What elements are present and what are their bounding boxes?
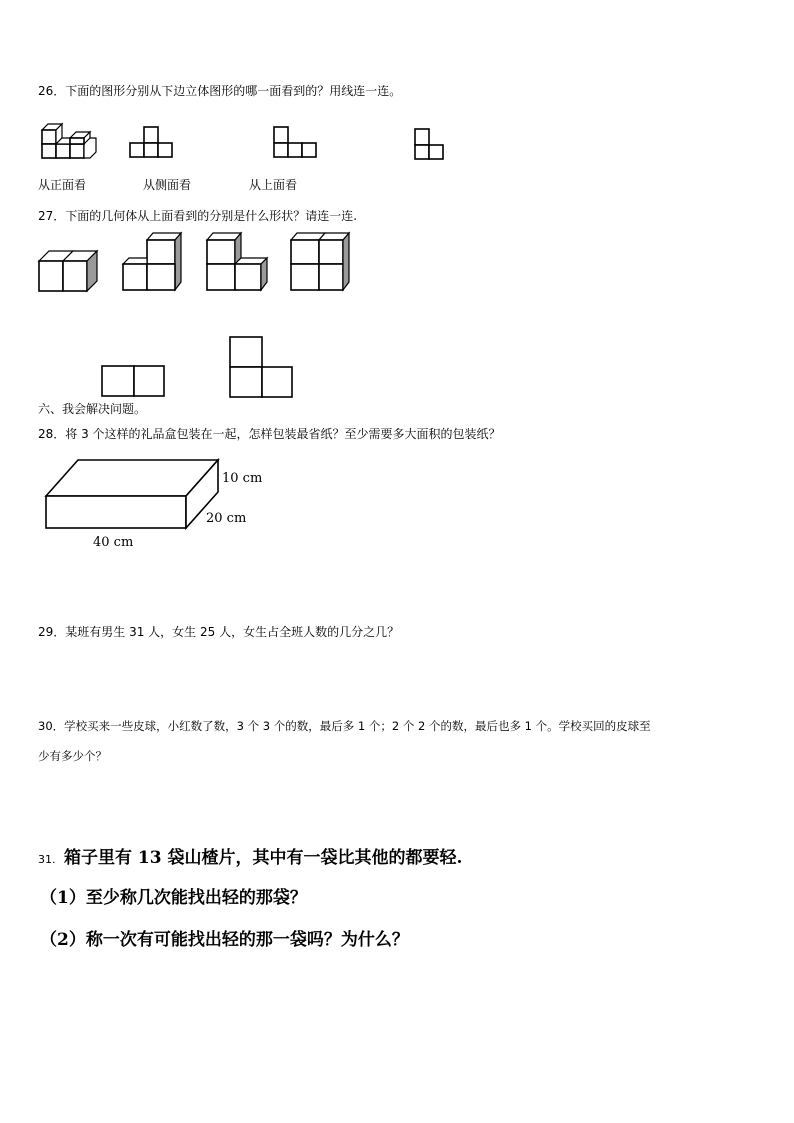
q26-label-side: 从侧面看 [143, 178, 192, 192]
q26-label-front: 从正面看 [38, 178, 87, 192]
q27-question: 27．下面的几何体从上面看到的分别是什么形状？请连一连. [38, 209, 358, 223]
q27-view-a [101, 365, 167, 399]
q29-question: 29．某班有男生 31 人，女生 25 人，女生占全班人数的几分之几？ [38, 625, 400, 639]
q27-solid-1 [37, 245, 103, 305]
q31-question: 箱子里有 13 袋山楂片，其中有一袋比其他的都要轻. [64, 848, 463, 868]
q31-number: 31. [38, 853, 56, 866]
q28-gift-box [44, 458, 247, 538]
q31-subquestion-2: （2）称一次有可能找出轻的那一袋吗？为什么？ [40, 930, 409, 950]
q30-question-line2: 少有多少个？ [38, 749, 107, 763]
q27-solid-2 [121, 230, 187, 292]
q28-question: 28．将 3 个这样的礼品盒包装在一起，怎样包装最省纸？至少需要多大面积的包装纸？ [38, 427, 501, 441]
q28-height-label: 10 cm [222, 471, 263, 486]
q26-view-c [414, 127, 448, 165]
q31-subquestion-1: （1）至少称几次能找出轻的那袋？ [40, 888, 307, 908]
q28-length-label: 40 cm [93, 535, 134, 550]
q28-depth-label: 20 cm [206, 511, 247, 526]
section-6-title: 六、我会解决问题。 [38, 402, 147, 416]
q27-view-b [229, 336, 295, 400]
q26-3d-figure [40, 118, 100, 160]
q26-question: 26．下面的图形分别从下边立体图形的哪一面看到的？用线连一连。 [38, 84, 402, 98]
q27-solid-4 [289, 230, 355, 292]
q26-view-b [273, 125, 323, 161]
q30-question-line1: 30．学校买来一些皮球，小红数了数，3 个 3 个的数，最后多 1 个；2 个 2 个的数，最后也多 1 个。学校买回的皮球至 [38, 719, 651, 733]
q26-view-a [130, 125, 180, 161]
q27-solid-3 [205, 230, 271, 292]
q26-label-top: 从上面看 [249, 178, 298, 192]
